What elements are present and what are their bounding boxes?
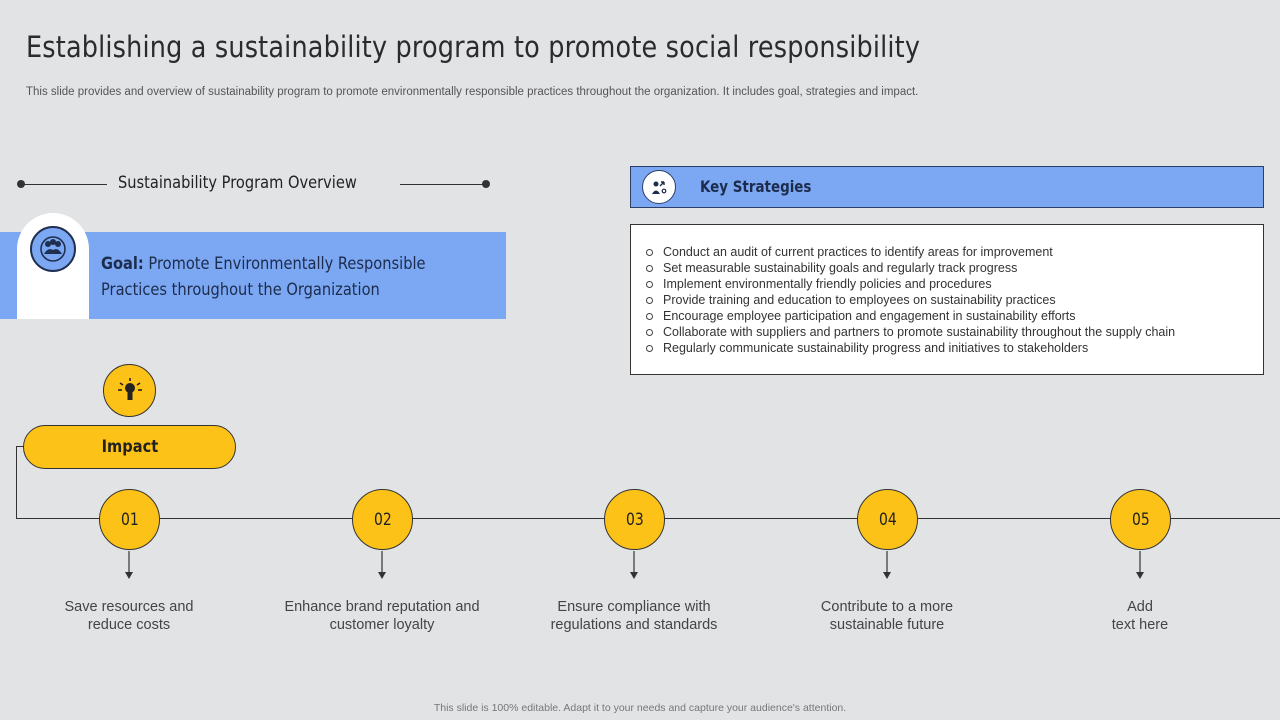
goal-description: Promote Environmentally Responsible Practices throughout the Organization (101, 254, 426, 300)
section-line-left (21, 184, 107, 185)
step-number: 01 (120, 509, 139, 530)
bullet-icon (646, 345, 653, 352)
people-globe-icon (30, 226, 76, 272)
step-circle-04 (857, 489, 918, 550)
bullet-icon (646, 281, 653, 288)
page-title: Establishing a sustainability program to promote social responsibility (26, 30, 921, 64)
lightbulb-icon (103, 364, 156, 417)
section-line-right (400, 184, 486, 185)
step-text-05: Add text here (1111, 599, 1169, 633)
list-item: Collaborate with suppliers and partners to promote sustainability throughout the supply chain (646, 324, 1175, 340)
bullet-icon (646, 313, 653, 320)
arrow-down-icon (882, 551, 892, 580)
step-text-03: Ensure compliance with regulations and standards (550, 599, 718, 633)
arrow-down-icon (629, 551, 639, 580)
step-circle-01 (99, 489, 160, 550)
bullet-icon (646, 265, 653, 272)
step-number: 03 (625, 509, 644, 530)
list-item: Encourage employee participation and engagement in sustainability efforts (646, 308, 1175, 324)
timeline-vertical (16, 446, 17, 519)
step-text-04: Contribute to a more sustainable future (820, 599, 954, 633)
strategies-title: Key Strategies (700, 177, 812, 196)
list-item: Implement environmentally friendly policies and procedures (646, 276, 1175, 292)
step-text-01: Save resources and reduce costs (64, 599, 194, 633)
impact-label: Impact (101, 437, 158, 457)
arrow-down-icon (377, 551, 387, 580)
list-item: Conduct an audit of current practices to identify areas for improvement (646, 244, 1175, 260)
step-circle-03 (604, 489, 665, 550)
section-line-dot-right (482, 180, 490, 188)
timeline-connector (16, 446, 24, 447)
step-number: 02 (373, 509, 392, 530)
impact-pill (23, 425, 236, 469)
page-subtitle: This slide provides and overview of sustainability program to promote environmentally responsible practices throughout the organization. It includes goal, strategies and impact. (26, 86, 919, 98)
step-circle-05 (1110, 489, 1171, 550)
footer-note: This slide is 100% editable. Adapt it to your needs and capture your audience's attention. (433, 702, 847, 714)
list-item: Set measurable sustainability goals and regularly track progress (646, 260, 1175, 276)
list-item: Provide training and education to employees on sustainability practices (646, 292, 1175, 308)
step-number: 05 (1131, 509, 1150, 530)
strategy-icon (642, 170, 676, 204)
step-text-02: Enhance brand reputation and customer loyalty (284, 599, 480, 633)
goal-text (101, 251, 445, 303)
goal-label: Goal: (101, 254, 144, 274)
arrow-down-icon (1135, 551, 1145, 580)
bullet-icon (646, 249, 653, 256)
bullet-icon (646, 329, 653, 336)
list-item: Regularly communicate sustainability progress and initiatives to stakeholders (646, 340, 1175, 356)
step-number: 04 (878, 509, 897, 530)
section-title: Sustainability Program Overview (118, 173, 357, 193)
step-circle-02 (352, 489, 413, 550)
arrow-down-icon (124, 551, 134, 580)
bullet-icon (646, 297, 653, 304)
strategies-list (646, 244, 1175, 356)
